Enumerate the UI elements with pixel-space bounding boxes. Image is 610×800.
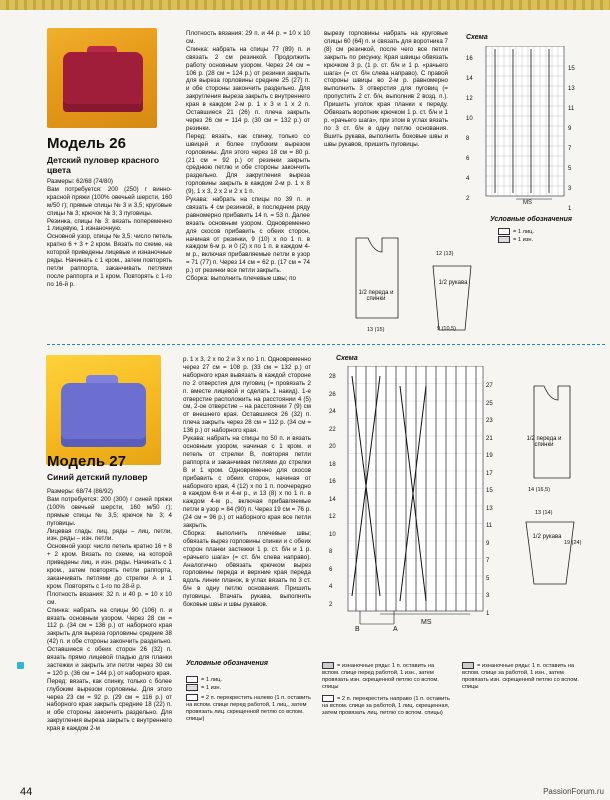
model26-density: Плотность вязания: 29 п. и 44 р. = 10 х 10 см. — [186, 30, 310, 45]
model26-main-pattern: Основной узор, спицы № 3,5: число петель кратно 6 + 3 + 2 кром. Вязать по схеме, на которой приведены лицевые и изнаночные ряды. Начинать с 1 кром., затем повторять петли раппорта, заканчивать петлями после раппорта и 1 кром. Повторять с 1-го по 16-й р. — [47, 233, 172, 288]
model26-chart-grid-bg — [486, 46, 564, 196]
purl-symbol-icon — [498, 236, 510, 243]
row-label: 14 — [466, 76, 473, 82]
model27-column-1 — [47, 488, 172, 733]
legend-item: = изнаночные ряды: 1 п. оставить на вспом. спице перед работой, 1 изн., затем провязать изн. скрещенной петлю со вспом. спицы — [322, 663, 439, 690]
row-label: 13 — [486, 505, 493, 512]
row-label: 8 — [329, 549, 333, 555]
model27-sleeve-label: 1/2 рукава — [532, 534, 562, 540]
legend-item: = 2 п. перекрестить налево (1 п. оставить на вспом. спице перед работой, 1 лиц., затем провязать лиц. скрещенной петлю со вспом. спицы) — [186, 695, 311, 722]
row-label: 18 — [329, 461, 336, 468]
model26-front-back-schematic — [326, 230, 426, 336]
row-label: 6 — [329, 566, 333, 573]
page-number: 44 — [20, 786, 33, 798]
row-label: 24 — [329, 409, 336, 415]
row-label: 9 — [568, 126, 572, 132]
row-label: 22 — [329, 426, 336, 433]
row-label: 26 — [329, 391, 336, 398]
model26-front-label: 1/2 переда и спинки — [358, 290, 394, 302]
row-label: 6 — [466, 156, 470, 162]
legend-item: = 1 лиц. — [513, 229, 534, 235]
model27-arrow-b: B — [355, 626, 360, 633]
row-label: 3 — [486, 593, 490, 599]
model26-sweater-image — [63, 52, 143, 112]
watermark: PassionForum.ru — [543, 787, 604, 796]
row-label: 13 — [568, 86, 575, 92]
model27-density: Плотность вязания: 32 п. и 40 р. = 10 х 10 см. — [47, 590, 172, 606]
model27-main-pattern: Основной узор: число петель кратно 16 + 8 + 2 кром. Вязать по схеме, на которой приведены лиц. и изн. ряды. Начинать с 1 кром., затем повторять петли раппорта, заканчивать петлями до стрелки А и 1 кром. Повторять с 1-го по 28-й р. — [47, 543, 172, 590]
model26-photo — [47, 28, 157, 128]
knit-symbol-icon — [186, 676, 198, 683]
model26-assembly-continued: вырезу горловины набрать на круговые спицы 60 (64) п. и связать для воротника 7 (8) см резинкой, после чего все петли закрыть по рисунку. Края швицы обвязать крючком 3 р. (1 р. ст. б/н и 1 р. «рачьего шага» (= ст. б/н слева направо). С правой стороны швицы во 2-м р. равномерно выполнить 3 отверстия для пуговиц (= пропустить 2 ст. б/н, выполнив 2 возд. п.). Пришить уголок края планки к переду. Обвязать воротник крючком 1 р. ст. б/н и 1 р. «рачьего шага», при этом в углах вязать по 3 ст. б/н в одну петлю основания. Вшить рукава, выполнить боковые швы и швы рукавов, пришить пуговицы. — [324, 30, 448, 148]
row-label: 15 — [568, 66, 575, 72]
row-label: 5 — [486, 575, 490, 582]
model26-legend-title: Условные обозначения — [490, 216, 573, 223]
row-label: 10 — [466, 116, 473, 122]
row-label: 19 — [486, 453, 493, 459]
model26-legend — [498, 228, 534, 244]
model26-row-numbers-left — [466, 49, 473, 209]
model27-front: Перед: вязать, как спинку, только с более глубоким вырезом горловины. Для этого через 23 см = 92 р. (29 см = 116 р.) от наборного края закрыть средние 18 (22) п. и обе стороны закончить раздельно. Для закругления выреза закрыть с внутреннего края в каждом 2-м — [47, 677, 172, 733]
row-label: 7 — [568, 146, 572, 152]
purl-cross-left-icon — [322, 662, 334, 669]
row-label: 1 — [568, 206, 572, 212]
model27-back: Спинка: набрать на спицы 90 (106) п. и вязать основным узором. Через 28 см = 112 р. (34 см = 136 р.) от наборного края закрыть для выреза горловины средние 38 (42) п. и обе стороны закончить раздельно. Оставшиеся с обеих сторон 26 (32) п. вязать прямо лицевой гладью для планки застежки и закрыть эти петли через 30 см = 120 р. (36 см = 144 р.) от наборного края. — [47, 606, 172, 677]
model27-sleeve-schematic — [514, 512, 594, 592]
row-label: 23 — [486, 418, 493, 424]
model26-front-bottom-dim: 13 (15) — [367, 327, 385, 333]
row-label: 11 — [486, 523, 493, 529]
model27-front-continued: р. 1 х 3, 2 х по 2 и 3 х по 1 п. Одновременно через 27 см = 108 р. (33 см = 132 р.) от наборного края вывязать в каждой стороне по 2 отверстия для пуговиц (= провязать 2 п. вместе лицевой и сделать 1 накид). 1-е отверстие расположить на расстоянии 4 (5) см, 2-ое отверстие – на расстоянии 7 (9) см от внешнего края. Оставшиеся 26 (32) п. плеча закрыть через 28 см = 112 р. (34 см = 136 р.) от наборного края. — [183, 356, 311, 435]
row-label: 27 — [486, 383, 493, 389]
model26-column-2 — [186, 30, 310, 283]
purl-cross-right-icon — [462, 662, 474, 669]
row-label: 4 — [466, 176, 470, 182]
model26-sleeve-top-dim: 12 (13) — [436, 251, 454, 257]
row-label: 11 — [568, 106, 575, 112]
model26-scheme-title: Схема — [466, 34, 488, 41]
section-divider — [47, 344, 607, 345]
model27-sweater-image — [61, 383, 146, 447]
legend-marker-icon — [17, 662, 24, 669]
row-label: 15 — [486, 488, 493, 494]
row-label: 5 — [568, 166, 572, 172]
row-label: 12 — [329, 514, 336, 520]
row-label: 20 — [329, 444, 336, 450]
model26-column-1 — [47, 178, 172, 289]
model26-title: Модель 26 — [47, 135, 126, 152]
model27-legend-left — [186, 676, 316, 723]
model27-chart — [330, 366, 500, 631]
model26-column-3 — [324, 30, 448, 149]
model26-ms-label: MS — [523, 200, 532, 206]
row-label: 10 — [329, 531, 336, 538]
model26-back: Спинка: набрать на спицы 77 (89) п. и связать 2 см резинкой. Продолжить работу основным узором. Через 24 см = 106 р. (28 см = 124 р.) от резинки закрыть для выреза горловины средние 25 (27) п. и обе стороны закончить раздельно. Для закругления выреза закрыть с внутреннего края в каждом 2-м р. 1 х 3 и 1 х 2 п. Оставшиеся 21 (26) п. плеча закрыть через 26 см = 114 р. (30 см = 132 р.) от резинки. — [186, 45, 310, 132]
model26-assembly: Сборка: выполнить плечевые швы; по — [186, 275, 296, 283]
legend-item: = 1 лиц. — [201, 677, 222, 683]
model27-row-numbers-left — [329, 369, 336, 614]
model27-legend-right — [462, 662, 587, 691]
row-label: 14 — [329, 496, 336, 503]
model26-front: Перед: вязать, как спинку, только со швицей и более глубоким вырезом горловины. Для этого через 18 см = 80 р. (21 см = 92 р.) от резинки закрыть среднюю петлю и обе стороны закончить раздельно. Для закругления выреза горловины закрыть в каждом 2-м р. 1 х 8 (9), 1 х 3, 2 х 2 и 2 х 1 п. — [186, 132, 310, 196]
model27-sleeve-side-dim: 19 (24) — [564, 540, 582, 546]
model27-title: Модель 27 — [47, 453, 126, 470]
model27-column-2 — [183, 356, 311, 609]
row-label: 16 — [329, 479, 336, 485]
model26-sleeves: Рукава: набрать на спицы по 39 п. и связать 4 см резинкой, в последнем ряду равномерно прибавить 14 п. = 53 п. Далее вязать основным узором. Одновременно для скосов прибавить с обеих сторон, начиная от резинки, 9 (10) х по 1 п. в каждом 6-м р. и 0 (2) х по 1 п. в каждом 4-м р., включая прибавляемые петли в узор = 71 (77) п. Через 14 см = 62 р. (17 см = 74 р.) от резинки все петли закрыть. — [186, 196, 310, 275]
model27-assembly: Сборка: выполнить плечевые швы; обвязать вырез горловины спинки и с обеих сторон планки застежки 1 р. ст. б/н и 1 р. «рачьего шага» (= ст. б/н слева направо). Аналогично обвязать крючком вырез горловины переда и верхние края переда вдоль линии планок, в углах вязать по 3 ст. б/н в одну петлю основания. Пришить пуговицы. Втачать рукава, выполнить боковые швы и швы рукавов. — [183, 529, 311, 609]
model27-sleeve-top-dim: 13 (14) — [535, 510, 553, 516]
model27-legend-title: Условные обозначения — [186, 660, 269, 667]
row-label: 2 — [329, 601, 333, 608]
legend-item: = 1 изн. — [201, 685, 222, 691]
row-label: 17 — [486, 470, 493, 477]
row-label: 28 — [329, 374, 336, 380]
purl-symbol-icon — [186, 684, 198, 691]
row-label: 16 — [466, 56, 473, 62]
row-label: 1 — [486, 610, 490, 617]
top-decorative-strip — [0, 0, 610, 10]
model27-arrow-a: A — [393, 626, 398, 633]
legend-item: = изнаночные ряды: 1 п. оставить на вспом. спице за работой, 1 изн., затем провязать изн. скрещенной петлю со вспом. спицы — [462, 663, 579, 690]
model26-sizes: Размеры: 62/68 (74/80) — [47, 178, 113, 185]
row-label: 3 — [568, 186, 572, 192]
model27-scheme-title: Схема — [336, 355, 358, 362]
model27-subtitle: Синий детский пуловер — [47, 472, 148, 482]
model26-rib: Резинка, спицы № 3: вязать попеременно 1 лицевую, 1 изнаночную. — [47, 217, 172, 233]
model26-materials: Вам потребуется: 200 (250) г винно-красной пряжи (100% овечьей шерсти, 160 м/50 г); прямые спицы № 3 и 3,5; круговые спицы № 3; крючок № 3; 3 пуговицы. — [47, 185, 172, 217]
row-label: 8 — [466, 136, 470, 142]
cross-left-icon — [186, 694, 198, 701]
model27-sleeves: Рукава: набрать на спицы по 50 п. и вязать основным узором, начиная с 1 кром. и петель от стрелки В, повторяя петли раппорта и заканчивая петлями до стрелки В и 1 кром. Одновременно для скосов прибавить с обеих сторон, начиная от наборного края, 4 (12) х по 1 п. поочередно в каждом 6-м и 4-м р., и 13 (8) х по 1 п. в каждом 4-м р., включая прибавляемые петли в узор = 84 (90) п. Через 19 см = 76 р. (24 см = 96 р.) от наборного края все петли закрыть. — [183, 435, 311, 530]
model27-stockinette: Лицевая гладь: лиц. ряды – лиц. петли, изн. ряды – изн. петли. — [47, 527, 172, 543]
knit-symbol-icon — [498, 228, 510, 235]
row-label: 21 — [486, 435, 493, 442]
model26-sleeve-label: 1/2 рукава — [438, 280, 468, 286]
row-label: 4 — [329, 584, 333, 590]
row-label: 7 — [486, 558, 490, 564]
model27-legend-middle — [322, 662, 450, 717]
row-label: 12 — [466, 96, 473, 102]
model26-sleeve-bottom-dim: 9 (10,5) — [437, 326, 456, 332]
model26-subtitle: Детский пуловер красного цвета — [47, 155, 160, 175]
legend-item: = 2 п. перекрестить направо (1 п. оставить на вспом. спице за работой, 1 лиц. скрещенная, затем провязать лиц. петлю со вспом. спицы) — [322, 696, 450, 716]
model27-photo — [46, 355, 161, 465]
model27-row-numbers-right — [486, 378, 493, 623]
row-label: 9 — [486, 540, 490, 547]
model27-sizes: Размеры: 68/74 (86/92) — [47, 488, 113, 495]
model27-materials: Вам потребуется: 200 (300) г синей пряжи (100% овечьей шерсти, 160 м/50 г); прямые спицы № 3,5; крючок № 3; 4 пуговицы. — [47, 495, 172, 527]
model27-front-bottom-dim: 14 (16,5) — [528, 487, 551, 493]
legend-item: = 1 изн. — [513, 237, 534, 243]
model26-row-numbers-right — [568, 59, 575, 219]
model27-front-label: 1/2 переда и спинки — [526, 436, 562, 448]
cross-right-icon — [322, 695, 334, 702]
model27-front-back-schematic — [514, 372, 584, 492]
row-label: 2 — [466, 196, 470, 202]
row-label: 25 — [486, 400, 493, 407]
model27-ms-label: MS — [421, 619, 432, 626]
